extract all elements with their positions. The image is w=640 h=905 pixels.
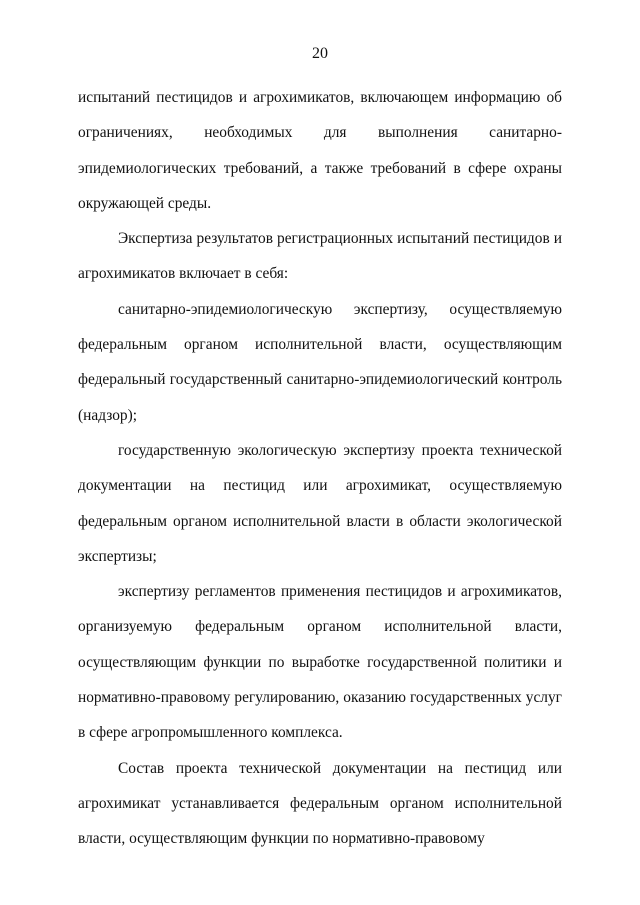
page-number: 20 [312, 45, 328, 62]
paragraph-expertise-intro: Экспертиза результатов регистрационных испытаний пестицидов и агрохимикатов включает в себя: [78, 230, 562, 283]
document-body [78, 80, 562, 857]
paragraph-regulations-expertise: экспертизу регламентов применения пестицидов и агрохимикатов, организуемую федеральным органом исполнительной власти, осуществляющим функции по выработке государственной политики и нормативно-правовому регулированию, оказанию государственных услуг в сфере агропромышленного комплекса. [78, 583, 562, 742]
paragraph-continuation: испытаний пестицидов и агрохимикатов, включающем информацию об ограничениях, необходимых для выполнения санитарно-эпидемиологических требований, а также требований в сфере охраны окружающей среды. [78, 89, 562, 212]
paragraph-ecological-expertise: государственную экологическую экспертизу проекта технической документации на пестицид или агрохимикат, осуществляемую федеральным органом исполнительной власти в области экологической экспертизы; [78, 441, 562, 565]
paragraph-documentation-composition: Состав проекта технической документации на пестицид или агрохимикат устанавливается федеральным органом исполнительной власти, осуществляющим функции по нормативно-правовому [78, 759, 562, 848]
paragraph-sanitary-expertise: санитарно-эпидемиологическую экспертизу, осуществляемую федеральным органом исполнительной власти, осуществляющим федеральный государственный санитарно-эпидемиологический контроль (надзор); [78, 300, 562, 424]
